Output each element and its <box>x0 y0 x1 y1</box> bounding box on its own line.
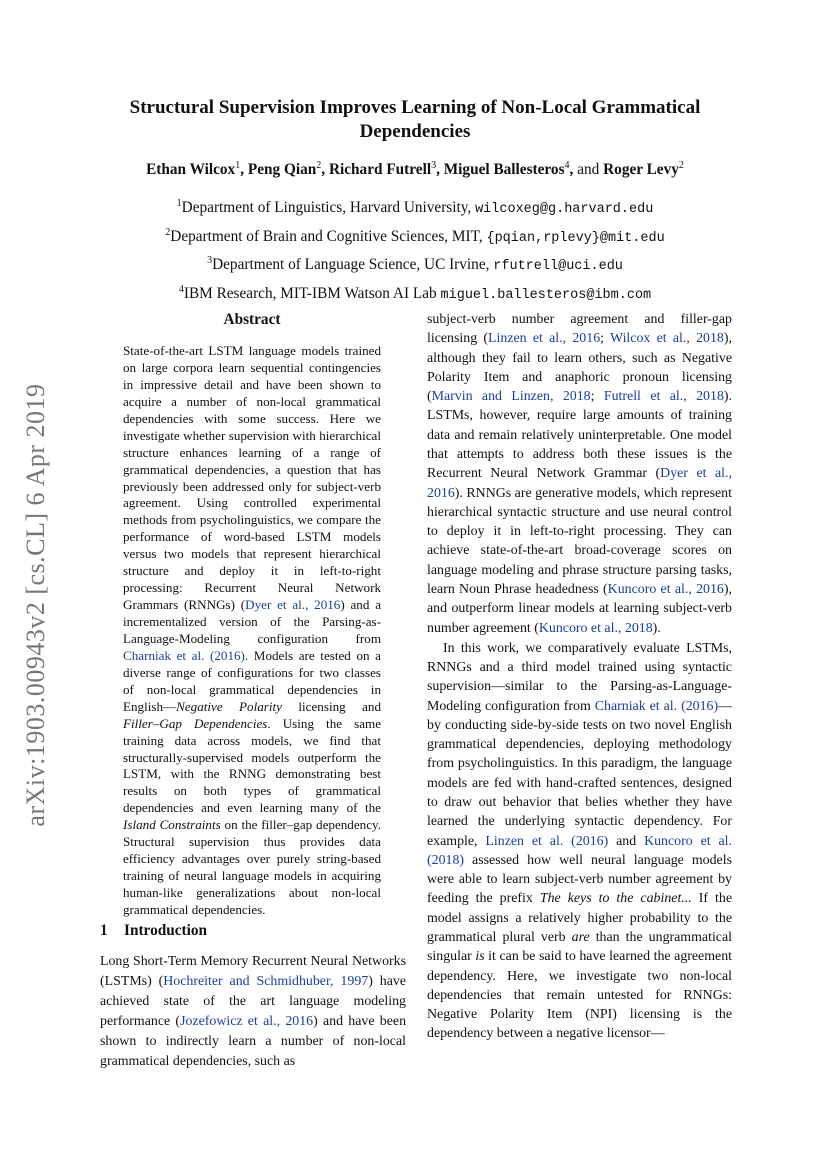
affiliation-line <box>100 222 730 251</box>
affiliation-name: Department of Brain and Cognitive Sciences, MIT, <box>170 227 483 245</box>
arxiv-identifier-sidebar <box>0 0 60 1171</box>
emphasized-example: The keys to the cabinet... <box>539 891 692 907</box>
paper-title <box>100 96 730 144</box>
section-heading-introduction <box>100 922 207 940</box>
abstract-text: on the filler–gap dependency. Structural supervision thus provides data efficiency advantages over purely string-based training of neural language models in acquiring human-like generalizations about non-local grammatical dependencies. <box>123 817 381 917</box>
citation-link[interactable]: Marvin and Linzen, 2018 <box>431 389 591 405</box>
author-name: Richard Futrell <box>328 161 432 179</box>
body-text: ) and have been shown to indirectly learn a number of non-local grammatical dependencies, such as <box>100 1014 407 1070</box>
right-column <box>427 310 732 1044</box>
title-line-2: Dependencies <box>359 121 471 142</box>
title-line-1: Structural Supervision Improves Learning of Non-Local Grammatical <box>129 97 701 118</box>
author-name: Roger Levy <box>603 161 679 179</box>
author-list: Ethan Wilcox$^1$, Peng Qian$^2$, Richard Futrell$^3$, Miguel Ballesteros$^4$, and Roger Levy$^2$ <box>146 160 684 179</box>
author-conjunction: and <box>577 161 600 179</box>
citation-link[interactable]: Dyer et al., 2016 <box>427 466 732 501</box>
body-text: ). RNNGs are generative models, which represent hierarchical syntactic structure and use neural control to deploy it in left-to-right processing. They can achieve state-of-the-art broad-coverage scores on language modeling and phrase structure parsing tasks, learn Noun Phrase headedness ( <box>427 485 732 597</box>
section-number: 1 <box>100 922 108 939</box>
abstract-body <box>123 343 381 919</box>
author-affiliation-mark: 4 <box>564 160 570 171</box>
abstract-text: licensing and <box>281 698 381 714</box>
author-name: Ethan Wilcox <box>146 161 236 179</box>
affiliation-email: miguel.ballesteros@ibm.com <box>440 287 652 303</box>
body-text: than the ungrammatical singular <box>427 930 732 965</box>
author-name: Peng Qian <box>247 161 317 179</box>
body-text: assessed how well neural language models were able to learn subject-verb number agreement by feeding the prefix <box>427 852 732 907</box>
citation-link[interactable]: Jozefowicz et al., 2016 <box>180 1014 314 1030</box>
body-text: ), although they fail to learn others, such as Negative Polarity Item and anaphoric pronoun licensing ( <box>427 331 732 405</box>
affiliation-list <box>100 193 730 307</box>
abstract-text: . Using the same training data across models, we find that structurally-supervised models outperform the LSTM, with the RNNG demonstrating best results on both types of grammatical dependencies and even learning many of the <box>123 715 382 816</box>
emphasized-example: are <box>571 930 590 945</box>
affiliation-line <box>100 250 730 279</box>
citation-link[interactable]: Futrell et al., 2018 <box>603 389 724 405</box>
body-text: Long Short-Term Memory Recurrent Neural Networks (LSTMs) ( <box>100 954 406 990</box>
citation-link[interactable]: Charniak et al. (2016) <box>594 698 719 714</box>
citation-link[interactable]: Dyer et al., 2016 <box>245 597 341 613</box>
affiliation-name: Department of Language Science, UC Irvine, <box>212 256 490 274</box>
citation-link[interactable]: Hochreiter and Schmidhuber, 1997 <box>163 974 369 990</box>
abstract-heading: Abstract <box>223 311 281 328</box>
body-text: ). LSTMs, however, require large amounts of training data and remain relatively uninterpretable. One model that attempts to address both these issues is the Recurrent Neural Network Grammar ( <box>427 389 732 482</box>
affiliation-line <box>100 279 730 308</box>
affiliation-email: {pqian,rplevy}@mit.edu <box>486 230 665 246</box>
body-text: ). <box>652 620 661 636</box>
introduction-paragraph <box>100 952 406 1073</box>
citation-link[interactable]: Wilcox et al., 2018 <box>610 331 724 347</box>
body-text: —by conducting side-by-side tests on two novel English grammatical dependencies, deploying methodology from psycholinguistics. In this paradigm, the language models are fed with hand-crafted sentences, designed to draw out behavior that belies whether they have learned the underlying syntactic dependency. For example, <box>427 698 732 849</box>
affiliation-mark: 1 <box>176 198 182 209</box>
body-text: ) have achieved state of the art language modeling performance ( <box>100 974 406 1030</box>
section-title: Introduction <box>124 922 208 939</box>
author-affiliation-mark: 2 <box>678 160 684 171</box>
affiliation-mark: 4 <box>178 283 184 295</box>
affiliation-line <box>100 193 730 222</box>
author-affiliation-mark: 3 <box>431 160 437 171</box>
emphasized-term: Negative Polarity <box>176 698 282 714</box>
affiliation-email: wilcoxeg@g.harvard.edu <box>475 202 654 218</box>
introduction-paragraph <box>427 639 732 1044</box>
emphasized-term: Filler–Gap Dependencies <box>123 715 268 731</box>
citation-link[interactable]: Kuncoro et al. (2018) <box>427 833 732 868</box>
body-text: If the model assigns a relatively higher probability to the grammatical plural verb <box>427 891 732 945</box>
author-affiliation-mark: 1 <box>235 160 241 171</box>
citation-link[interactable]: Kuncoro et al., 2016 <box>607 581 724 597</box>
emphasized-term: Island Constraints <box>123 817 221 833</box>
body-text: and <box>608 833 645 849</box>
emphasized-example: is <box>475 949 485 965</box>
arxiv-identifier: arXiv:1903.00943v2 [cs.CL] 6 Apr 2019 <box>21 383 50 827</box>
introduction-paragraph-continued <box>427 310 732 638</box>
affiliation-name: Department of Linguistics, Harvard University, <box>181 199 472 217</box>
citation-link[interactable]: Charniak et al. (2016) <box>123 647 245 663</box>
author-affiliation-mark: 2 <box>316 160 322 171</box>
citation-link[interactable]: Kuncoro et al., 2018 <box>538 620 653 636</box>
affiliation-name: IBM Research, MIT-IBM Watson AI Lab <box>183 284 437 302</box>
affiliation-mark: 3 <box>207 255 213 267</box>
affiliation-mark: 2 <box>165 226 171 238</box>
body-text: In this work, we comparatively evaluate LSTMs, RNNGs and a third model trained using syntactic supervision—similar to the Parsing-as-Language-Modeling configuration from <box>427 640 732 714</box>
affiliation-email: rfutrell@uci.edu <box>493 259 623 275</box>
abstract-text: ) and a incrementalized version of the Parsing-as-Language-Modeling configuration from <box>123 597 382 646</box>
body-text: it can be said to have learned the agreement dependency. Here, we investigate two non-local dependencies that remain untested for RNNGs: Negative Polarity Item (NPI) licensing is the dependency between a negative licensor— <box>427 949 732 1042</box>
citation-link[interactable]: Linzen et al. (2016) <box>485 833 609 849</box>
citation-separator: ; <box>590 389 604 405</box>
citation-separator: ; <box>600 331 611 347</box>
author-name: Miguel Ballesteros <box>443 161 565 179</box>
abstract-text: State-of-the-art LSTM language models trained on large corpora learn sequential contingencies in impressive detail and have been shown to acquire a number of non-local grammatical dependencies with some success. Here we investigate whether supervision with hierarchical structure enhances learning of a range of grammatical dependencies, a question that has previously been addressed only for subject-verb agreement. Using controlled experimental methods from psycholinguistics, we compare the performance of word-based LSTM models versus two models that represent hierarchical structure and deploy it in left-to-right processing: Recurrent Neural Network Grammars (RNNGs) ( <box>123 343 381 613</box>
abstract-text: . Models are tested on a diverse range of configurations for two classes of non-local grammatical dependencies in English— <box>123 647 381 714</box>
body-text: subject-verb number agreement and filler-gap licensing ( <box>427 312 732 347</box>
body-text: ), and outperform linear models at learning subject-verb number agreement ( <box>427 581 732 636</box>
citation-link[interactable]: Linzen et al., 2016 <box>488 331 601 347</box>
